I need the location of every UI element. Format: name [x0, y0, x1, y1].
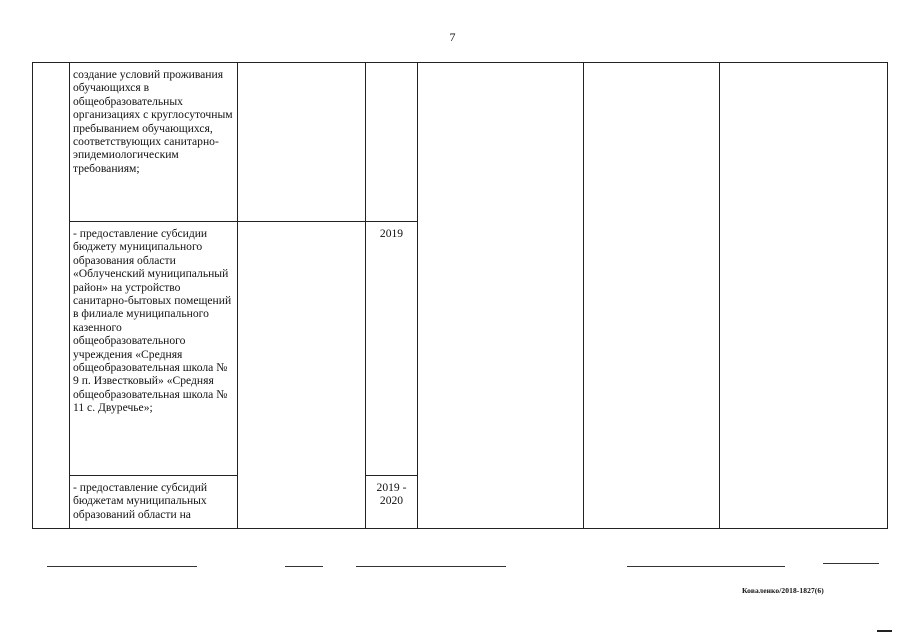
period-cell: 2019 [366, 222, 418, 476]
document-reference: Коваленко/2018-1827(6) [742, 586, 824, 595]
measure-text-cell: - предоставление субсидий бюджетам муниципальных образований области на [70, 476, 238, 529]
merged-cell [720, 63, 888, 529]
page-number: 7 [449, 30, 456, 44]
table-row [33, 63, 888, 222]
footer-rule [285, 566, 323, 567]
empty-cell [238, 63, 366, 222]
footer-rule [47, 566, 197, 567]
period-cell: 2019 - 2020 [366, 476, 418, 529]
merged-cell [584, 63, 720, 529]
measure-text-cell: - предоставление субсидии бюджету муниципального образования области «Облученский муниципальный район» на устройство санитарно-бытовых помещений в филиале муниципального казенного общеобразовательного учреждения «Средняя общеобразовательная школа № 9 п. Известковый» «Средняя общеобразовательная школа № 11 с. Двуречье»; [70, 222, 238, 476]
measure-text-cell: создание условий проживания обучающихся в общеобразовательных организациях с круглосуточным пребыванием обучающихся, соответствующих санитарно-эпидемиологическим требованиям; [70, 63, 238, 222]
merged-cell [418, 63, 584, 529]
row-number-cell [33, 63, 70, 529]
footer-rule [627, 566, 785, 567]
period-cell [366, 63, 418, 222]
program-table [32, 62, 888, 529]
footer-rule [823, 563, 879, 564]
footer-rule [356, 566, 506, 567]
merged-cell [238, 222, 366, 529]
corner-mark [877, 630, 892, 632]
